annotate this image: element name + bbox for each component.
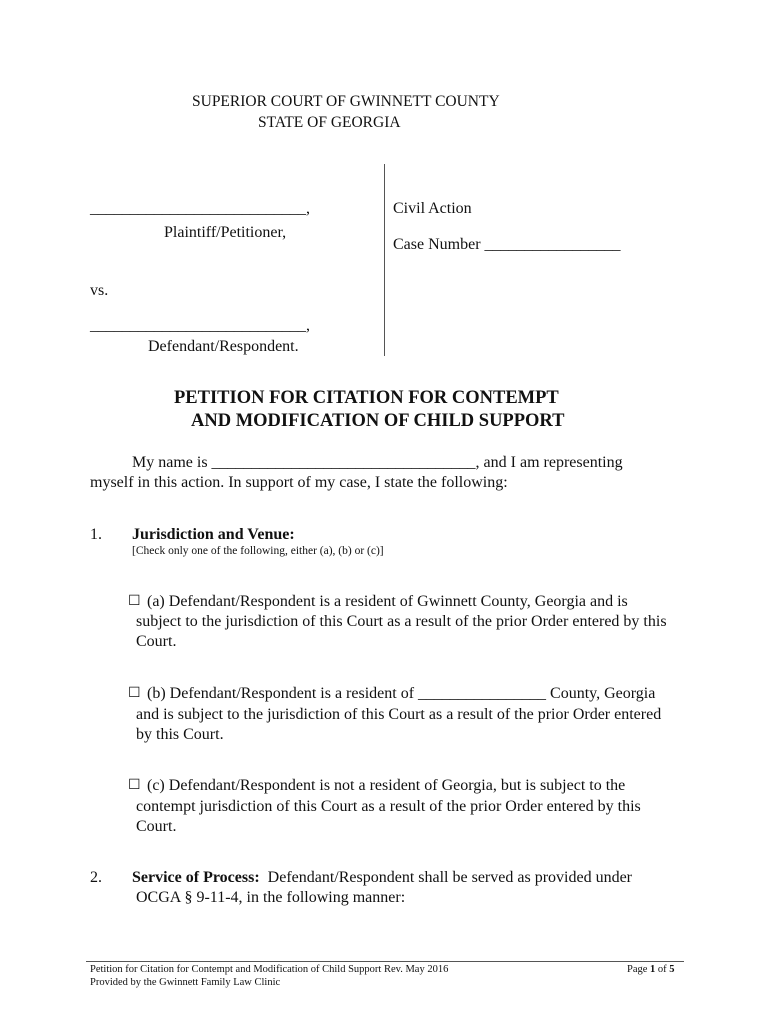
page-prefix: Page	[627, 964, 651, 975]
petition-title-line1: PETITION FOR CITATION FOR CONTEMPT	[174, 388, 559, 408]
defendant-label: Defendant/Respondent.	[148, 338, 299, 355]
option-c-line1: (c) Defendant/Respondent is not a resident of Georgia, but is subject to the	[147, 777, 626, 794]
section-1-heading: Jurisdiction and Venue:	[132, 526, 295, 543]
option-b-line1: (b) Defendant/Respondent is a resident of ________________ County, Georgia	[147, 685, 656, 702]
defendant-blank: ___________________________,	[90, 317, 310, 334]
section-2-text: Defendant/Respondent shall be served as provided under	[267, 869, 632, 886]
civil-action-label: Civil Action	[393, 200, 472, 217]
option-c-line3: Court.	[136, 818, 177, 835]
option-a-line1: (a) Defendant/Respondent is a resident of Gwinnett County, Georgia and is	[147, 593, 628, 610]
case-number-field: Case Number _________________	[393, 236, 621, 253]
section-2-number: 2.	[90, 869, 102, 886]
checkbox-option-b[interactable]: ☐	[128, 685, 141, 701]
intro-line1: My name is _________________________________, and I am representing	[132, 454, 623, 471]
option-a-line3: Court.	[136, 633, 177, 650]
section-1-number: 1.	[90, 526, 102, 543]
section-1-note: [Check only one of the following, either (a), (b) or (c)]	[132, 545, 384, 557]
option-c-line2: contempt jurisdiction of this Court as a result of the prior Order entered by this	[136, 798, 641, 815]
checkbox-option-a[interactable]: ☐	[128, 593, 141, 609]
court-state: STATE OF GEORGIA	[258, 114, 401, 131]
option-b-line3: by this Court.	[136, 726, 224, 743]
footer-divider	[86, 961, 684, 962]
page-total: 5	[669, 964, 675, 975]
petition-title-line2: AND MODIFICATION OF CHILD SUPPORT	[191, 411, 565, 431]
footer-provider: Provided by the Gwinnett Family Law Clinic	[90, 977, 281, 988]
caption-divider	[384, 164, 385, 356]
page-current: 1	[650, 964, 656, 975]
checkbox-option-c[interactable]: ☐	[128, 777, 141, 793]
section-2-line1	[132, 869, 632, 887]
page-of: of	[655, 964, 670, 975]
versus-label: vs.	[90, 282, 109, 299]
footer-page-number	[627, 964, 675, 975]
plaintiff-blank: ___________________________,	[90, 200, 310, 217]
section-2-heading: Service of Process:	[132, 869, 260, 886]
intro-line2: myself in this action. In support of my case, I state the following:	[90, 474, 508, 491]
footer-form-title: Petition for Citation for Contempt and Modification of Child Support Rev. May 2016	[90, 964, 449, 975]
plaintiff-label: Plaintiff/Petitioner,	[164, 224, 287, 241]
option-a-line2: subject to the jurisdiction of this Court as a result of the prior Order entered by this	[136, 613, 667, 630]
section-2-line2: OCGA § 9-11-4, in the following manner:	[136, 889, 406, 906]
court-name: SUPERIOR COURT OF GWINNETT COUNTY	[192, 93, 500, 110]
option-b-line2: and is subject to the jurisdiction of this Court as a result of the prior Order entered	[136, 706, 662, 723]
